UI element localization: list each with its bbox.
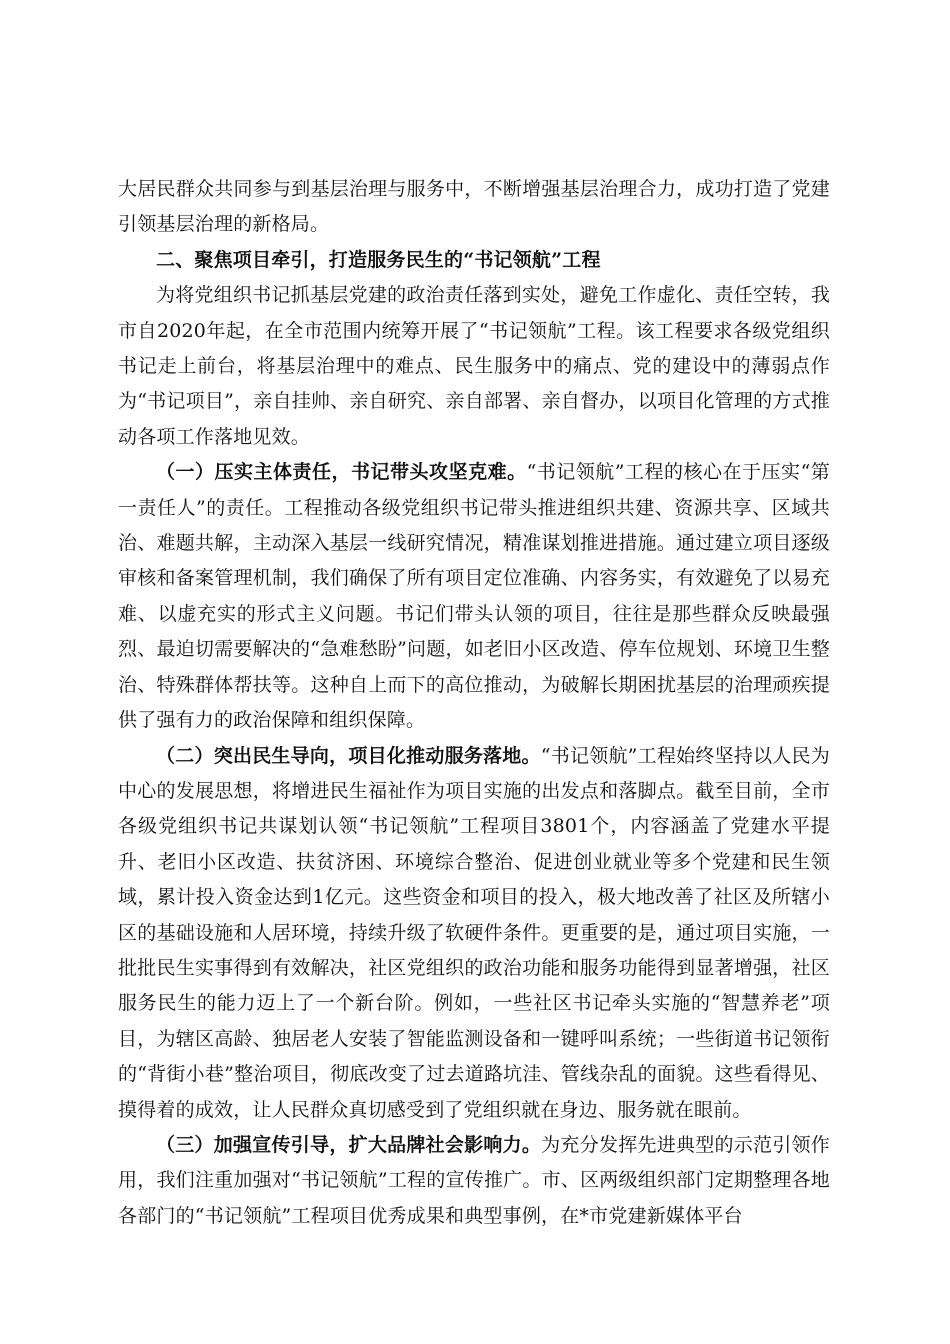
- subsection-2: [118, 739, 830, 1128]
- subsection-3-title: （三）加强宣传引导，扩大品牌社会影响力。: [156, 1133, 542, 1156]
- subsection-2-body: “书记领航”工程始终坚持以人民为中心的发展思想，将增进民生福祉作为项目实施的出发点和落脚点。截至目前，全市各级党组织书记共谋划认领“书记领航”工程项目3801个，内容涵盖了党建水平提升、老旧小区改造、扶贫济困、环境综合整治、促进创业就业等多个党建和民生领域，累计投入资金达到1亿元。这些资金和项目的投入，极大地改善了社区及所辖小区的基础设施和人居环境，持续升级了软硬件条件。更重要的是，通过项目实施，一批批民生实事得到有效解决，社区党组织的政治功能和服务功能得到显著增强，社区服务民生的能力迈上了一个新台阶。例如，一些社区书记牵头实施的“智慧养老”项目，为辖区高龄、独居老人安装了智能监测设备和一键呼叫系统；一些街道书记领衔的“背街小巷”整治项目，彻底改变了过去道路坑洼、管线杂乱的面貌。这些看得见、摸得着的成效，让人民群众真切感受到了党组织就在身边、服务就在眼前。: [118, 744, 830, 1121]
- subsection-3-body: 为充分发挥先进典型的示范引领作用，我们注重加强对“书记领航”工程的宣传推广。市、区两级组织部门定期整理各地各部门的“书记领航”工程项目优秀成果和典型事例，在*市党建新媒体平台: [118, 1133, 830, 1227]
- paragraph-intro: 为将党组织书记抓基层党建的政治责任落到实处，避免工作虚化、责任空转，我市自2020年起，在全市范围内统筹开展了“书记领航”工程。该工程要求各级党组织书记走上前台，将基层治理中的难点、民生服务中的痛点、党的建设中的薄弱点作为“书记项目”，亲自挂帅、亲自研究、亲自部署、亲自督办，以项目化管理的方式推动各项工作落地见效。: [118, 284, 830, 448]
- document-page: [118, 172, 830, 1234]
- paragraph-continuation: 大居民群众共同参与到基层治理与服务中，不断增强基层治理合力，成功打造了党建引领基层治理的新格局。: [118, 178, 830, 236]
- subsection-2-title: （二）突出民生导向，项目化推动服务落地。: [156, 744, 541, 767]
- section-heading-2: 二、聚焦项目牵引，打造服务民生的“书记领航”工程: [156, 248, 601, 271]
- subsection-1: [118, 455, 830, 738]
- subsection-3: [118, 1128, 830, 1234]
- subsection-1-body: “书记领航”工程的核心在于压实“第一责任人”的责任。工程推动各级党组织书记带头推进组织共建、资源共享、区域共治、难题共解，主动深入基层一线研究情况，精准谋划推进措施。通过建立项目逐级审核和备案管理机制，我们确保了所有项目定位准确、内容务实，有效避免了以易充难、以虚充实的形式主义问题。书记们带头认领的项目，往往是那些群众反映最强烈、最迫切需要解决的“急难愁盼”问题，如老旧小区改造、停车位规划、环境卫生整治、特殊群体帮扶等。这种自上而下的高位推动，为破解长期困扰基层的治理顽疾提供了强有力的政治保障和组织保障。: [118, 461, 830, 732]
- subsection-1-title: （一）压实主体责任，书记带头攻坚克难。: [156, 461, 527, 484]
